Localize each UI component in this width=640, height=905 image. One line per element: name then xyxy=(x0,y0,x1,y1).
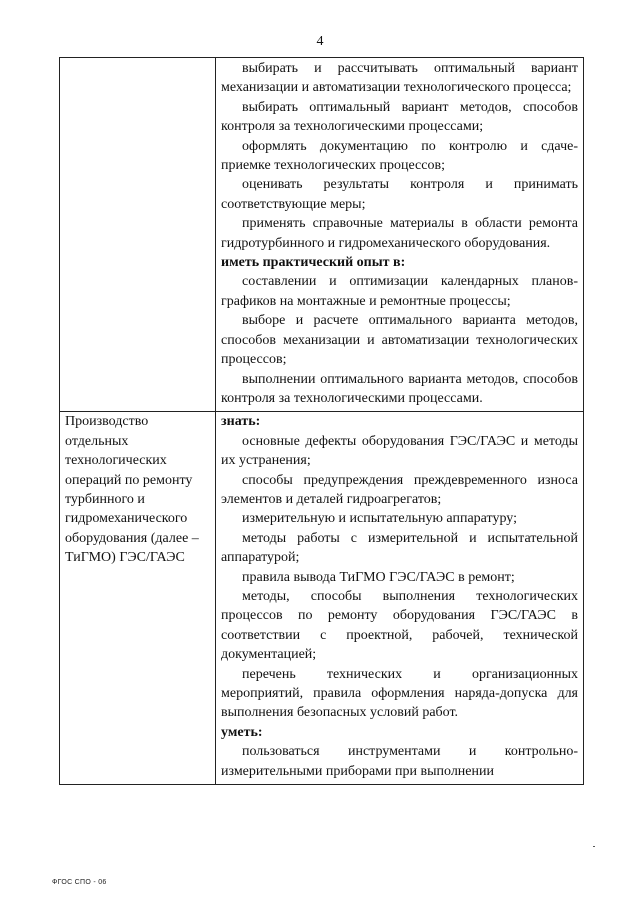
activity-cell: Производство отдельных технологических операций по ремонту турбинного и гидромеханического оборудования (далее – ТиГМО) ГЭС/ГАЭС xyxy=(60,412,216,785)
requirement-item: оформлять документацию по контролю и сдаче-приемке технологических процессов; xyxy=(221,138,578,174)
section-heading: знать: xyxy=(221,414,261,430)
footer-code: ФГОС СПО - 06 xyxy=(52,879,107,886)
requirement-item: способы предупреждения преждевременного износа элементов и деталей гидроагрегатов; xyxy=(221,472,578,507)
requirement-item: применять справочные материалы в области ремонта гидротурбинного и гидромеханического оборудования. xyxy=(221,216,578,251)
requirement-item: измерительную и испытательную аппаратуру; xyxy=(242,511,517,527)
requirement-item: методы работы с измерительной и испытательной аппаратурой; xyxy=(221,530,578,566)
page-number: 4 xyxy=(316,34,324,49)
requirement-item: оценивать результаты контроля и принимать соответствующие меры; xyxy=(221,177,578,212)
section-heading: иметь практический опыт в: xyxy=(221,255,406,271)
requirement-item: основные дефекты оборудования ГЭС/ГАЭС и методы их устранения; xyxy=(221,433,578,469)
requirement-item: правила вывода ТиГМО ГЭС/ГАЭС в ремонт; xyxy=(242,569,515,585)
activity-cell xyxy=(60,58,216,412)
table-body xyxy=(60,58,584,785)
requirements-cell xyxy=(216,412,584,785)
table-row xyxy=(60,412,584,785)
requirements-cell xyxy=(216,58,584,412)
scan-mark xyxy=(593,846,595,847)
requirement-item: перечень технических и организационных мероприятий, правила оформления наряда-допуска для выполнения безопасных условий работ. xyxy=(221,666,578,721)
requirement-item: составлении и оптимизации календарных планов-графиков на монтажные и ремонтные процессы; xyxy=(221,274,578,309)
requirement-item: выбирать оптимальный вариант методов, способов контроля за технологическими процессами; xyxy=(221,99,578,135)
requirement-item: выборе и расчете оптимального варианта методов, способов механизации и автоматизации технологических процессов; xyxy=(221,313,578,368)
table-row xyxy=(60,58,584,412)
section-heading: уметь: xyxy=(221,724,263,740)
requirement-item: пользоваться инструментами и контрольно-измерительными приборами при выполнении xyxy=(221,744,578,779)
requirement-item: методы, способы выполнения технологических процессов по ремонту оборудования ГЭС/ГАЭС в соответствии с проектной, рабочей, технической документацией; xyxy=(221,588,578,663)
requirement-item: выбирать и рассчитывать оптимальный вариант механизации и автоматизации технологического процесса; xyxy=(221,61,578,96)
requirement-item: выполнении оптимального варианта методов, способов контроля за технологическими процессами. xyxy=(221,371,578,406)
competency-table xyxy=(59,57,584,785)
